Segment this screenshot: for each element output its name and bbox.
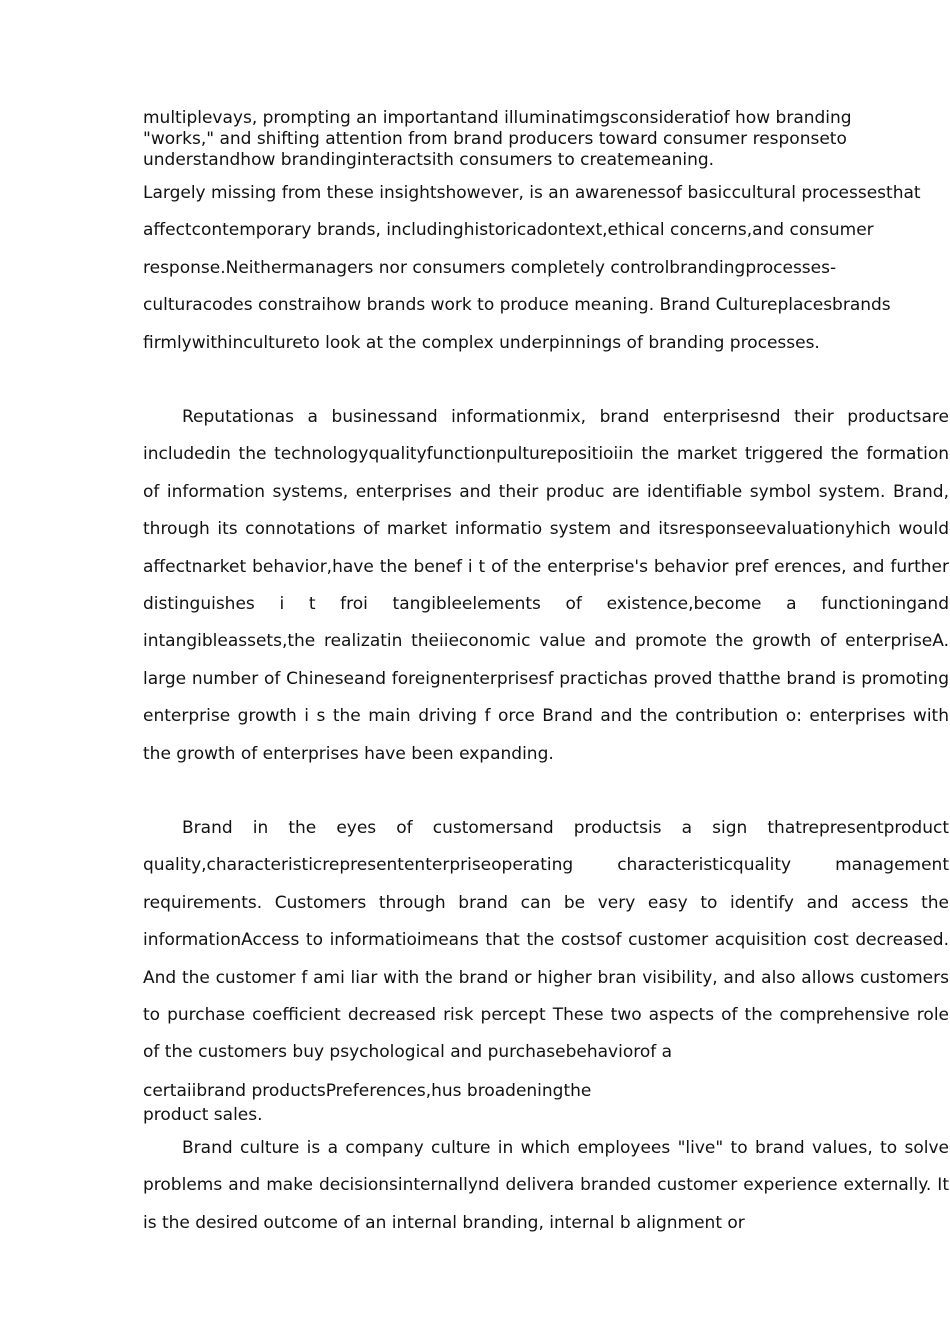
text-line: understandhow brandinginteractsith consumers to createmeaning. bbox=[143, 150, 715, 170]
paragraph-customers-tail bbox=[143, 1079, 949, 1127]
text-line: multiplevays, prompting an importantand illuminatimgsconsideratiof how branding bbox=[143, 108, 852, 128]
paragraph-intro bbox=[143, 108, 949, 171]
paragraph-cultural-processes: Largely missing from these insightshowever, is an awarenessof basiccultural processesthat affectcontemporary brands, includinghistoricadontext,ethical concerns,and consumer response.Neithermanagers nor consumers completely controlbrandingprocesses- culturacodes constraihow brands work to produce meaning. Brand Cultureplacesbrands firmlywithincultureto look at the complex underpinnings of branding processes. bbox=[143, 183, 921, 353]
paragraph-brand-culture: Brand culture is a company culture in which employees "live" to brand values, to solve problems and make decisionsinternallynd delivera branded customer experience externally. It is the desired outcome of an internal branding, internal b alignment or bbox=[143, 1138, 949, 1233]
text-line: "works," and shifting attention from brand producers toward consumer responseto bbox=[143, 129, 847, 149]
text-line: certaiibrand productsPreferences,hus broadeningthe bbox=[143, 1081, 592, 1101]
paragraph-reputation: Reputationas a businessand informationmix, brand enterprisesnd their productsare includedin the technologyqualityfunctionpulturepositioiin the market triggered the formation of information systems, enterprises and their produc are identifiable symbol system. Brand, through its connotations of market informatio system and itsresponseevaluationyhich would affectnarket behavior,have the benef i t of the enterprise's behavior pref erences, and further distinguishes i t froi tangibleelements of existence,become a functioningand intangibleassets,the realizatin theiieconomic value and promote the growth of enterpriseA. large number of Chineseand foreignenterprisesf practichas proved thatthe brand is promoting enterprise growth i s the main driving f orce Brand and the contribution o: enterprises with the growth of enterprises have been expanding. bbox=[143, 407, 949, 764]
paragraph-customers: Brand in the eyes of customersand productsis a sign thatrepresentproduct quality,characteristicrepresententerpriseoperating characteristicquality management requirements. Customers through brand can be very easy to identify and access the informationAccess to informatioimeans that the costsof customer acquisition cost decreased. And the customer f ami liar with the brand or higher bran visibility, and also allows customers to purchase coefficient decreased risk percept These two aspects of the comprehensive role of the customers buy psychological and purchasebehaviorof a bbox=[143, 818, 949, 1063]
text-line: product sales. bbox=[143, 1105, 263, 1125]
